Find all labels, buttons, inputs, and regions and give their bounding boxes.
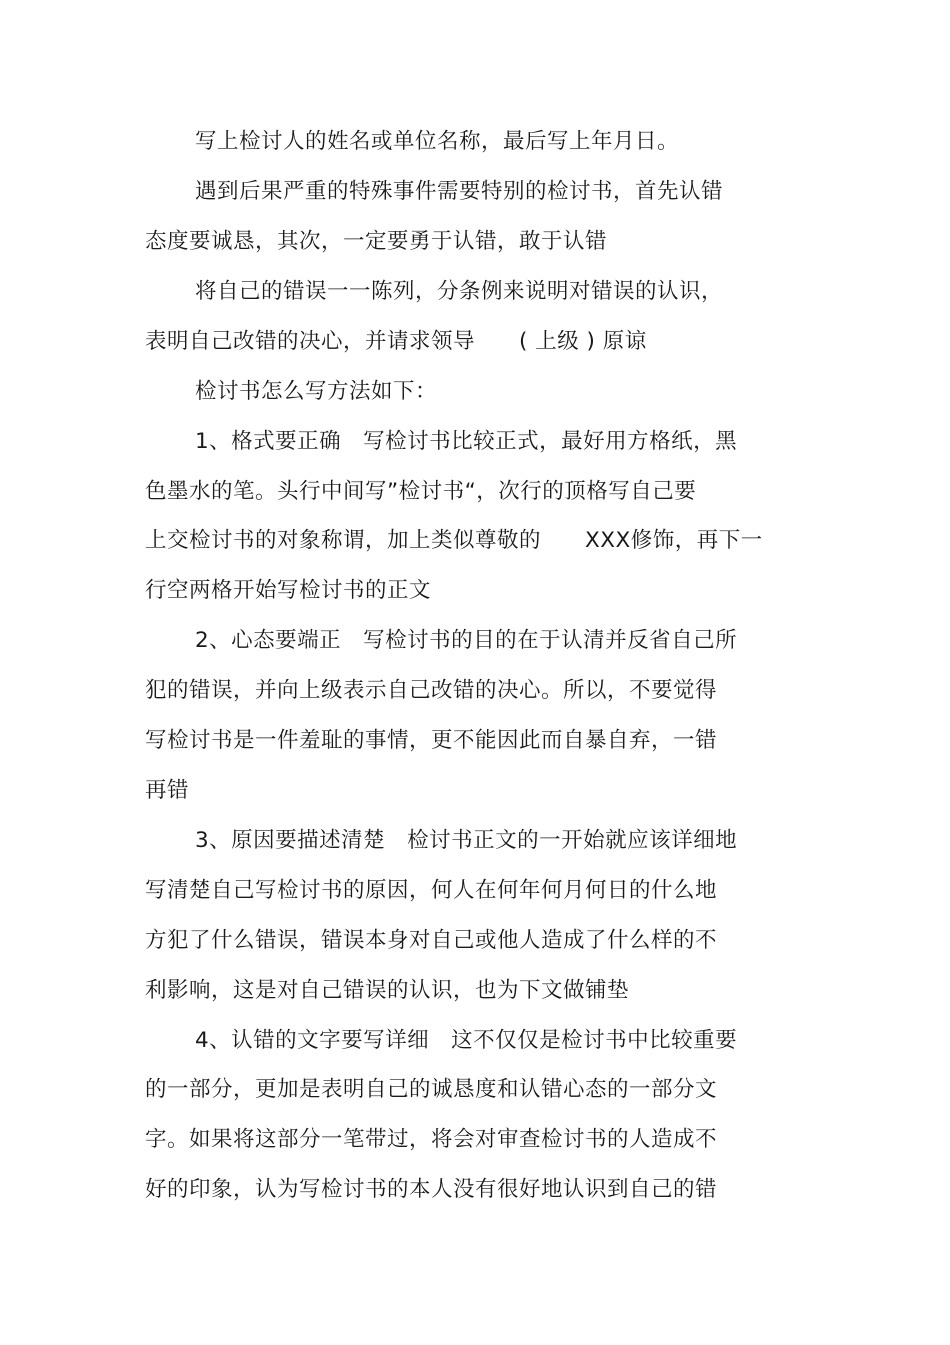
text-line: 遇到后果严重的特殊事件需要特别的检讨书，首先认错 — [195, 179, 724, 204]
text-line: 将自己的错误一一陈列，分条例来说明对错误的认识， — [195, 279, 724, 304]
text-line: 写清楚自己写检讨书的原因，何人在何年何月何日的什么地 — [145, 878, 718, 903]
text-line: 再错 — [145, 778, 190, 803]
text-line: 检讨书怎么写方法如下： — [195, 379, 438, 404]
text-line: 上交检讨书的对象称谓，加上类似尊敬的 XXX修饰，再下一 — [145, 528, 763, 553]
text-line: 方犯了什么错误，错误本身对自己或他人造成了什么样的不 — [145, 928, 718, 953]
text-line: 利影响，这是对自己错误的认识，也为下文做铺垫 — [145, 978, 630, 1003]
text-line: 1、格式要正确 写检讨书比较正式，最好用方格纸，黑 — [195, 429, 738, 454]
text-line: 写上检讨人的姓名或单位名称，最后写上年月日。 — [195, 129, 680, 154]
text-line: 写检讨书是一件羞耻的事情，更不能因此而自暴自弃，一错 — [145, 728, 718, 753]
text-line: 字。如果将这部分一笔带过，将会对审查检讨书的人造成不 — [145, 1127, 718, 1152]
text-line: 的一部分，更加是表明自己的诚恳度和认错心态的一部分文 — [145, 1077, 718, 1102]
text-line: 犯的错误，并向上级表示自己改错的决心。所以，不要觉得 — [145, 678, 718, 703]
text-line: 表明自己改错的决心，并请求领导 ( 上级 ) 原谅 — [145, 329, 647, 354]
text-line: 色墨水的笔。头行中间写”检讨书“，次行的顶格写自己要 — [145, 479, 697, 504]
text-line: 2、心态要端正 写检讨书的目的在于认清并反省自己所 — [195, 628, 738, 653]
text-line: 好的印象，认为写检讨书的本人没有很好地认识到自己的错 — [145, 1177, 718, 1202]
text-line: 4、认错的文字要写详细 这不仅仅是检讨书中比较重要 — [195, 1028, 738, 1053]
text-line: 3、原因要描述清楚 检讨书正文的一开始就应该详细地 — [195, 828, 738, 853]
text-line: 行空两格开始写检讨书的正文 — [145, 578, 432, 603]
text-line: 态度要诚恳，其次，一定要勇于认错，敢于认错 — [145, 229, 608, 254]
